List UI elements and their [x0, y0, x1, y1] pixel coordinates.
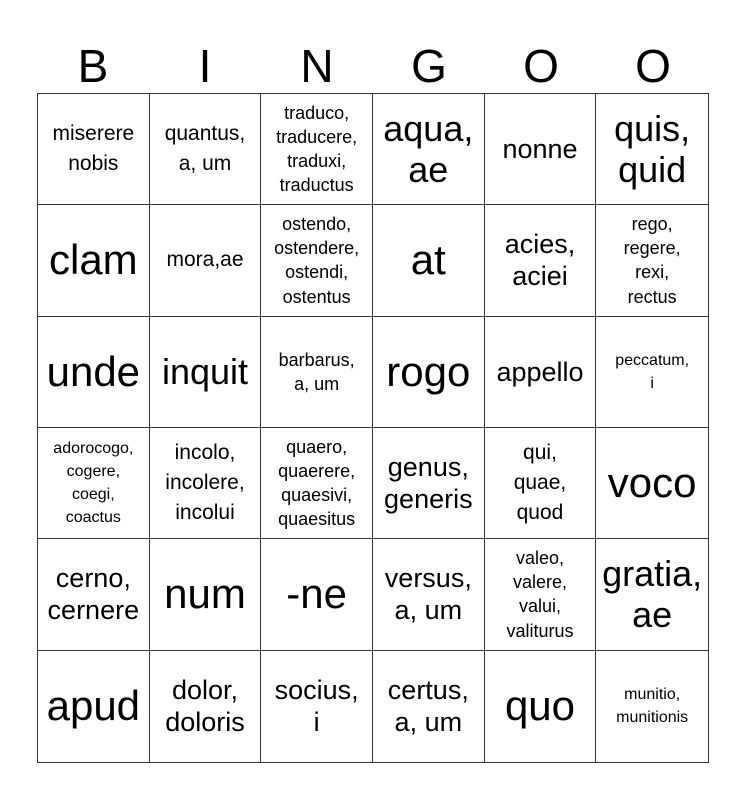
- cell-text: rogo: [386, 347, 471, 395]
- cell-text: clam: [48, 236, 138, 284]
- cell-text: valeo, valere, valui, valiturus: [506, 547, 574, 641]
- bingo-cell: [485, 539, 597, 650]
- bingo-cell: [261, 428, 373, 539]
- bingo-cell: [261, 94, 373, 205]
- bingo-cell: [150, 428, 262, 539]
- bingo-cell: [596, 317, 708, 428]
- cell-text: quis, quid: [614, 107, 691, 191]
- cell-text: ostendo, ostendere, ostendi, ostentus: [274, 213, 360, 307]
- cell-text: quo: [504, 682, 576, 730]
- header-letter: N: [300, 39, 334, 92]
- cell-text: nonne: [502, 133, 578, 164]
- cell-text: versus, a, um: [384, 563, 472, 626]
- cell-text: appello: [496, 356, 584, 387]
- bingo-cell: [38, 539, 150, 650]
- bingo-cell: [373, 539, 485, 650]
- bingo-cell: [485, 317, 597, 428]
- bingo-cell: [261, 317, 373, 428]
- cell-text: peccatum, i: [615, 351, 690, 392]
- bingo-cell: [38, 651, 150, 762]
- bingo-cell: [596, 94, 708, 205]
- bingo-cell: [150, 539, 262, 650]
- cell-text: adorocogo, cogere, coegi, coactus: [53, 439, 134, 527]
- cell-text: inquit: [161, 351, 249, 393]
- bingo-cell: [373, 428, 485, 539]
- bingo-cell: [38, 317, 150, 428]
- cell-text: rego, regere, rexi, rectus: [623, 213, 681, 307]
- bingo-cell: [261, 539, 373, 650]
- cell-text: quaero, quaerere, quaesivi, quaesitus: [278, 436, 356, 530]
- bingo-cell: [596, 205, 708, 316]
- bingo-cell: [261, 205, 373, 316]
- cell-text: unde: [46, 347, 141, 395]
- header-letter: I: [198, 39, 212, 92]
- cell-text: qui, quae, quod: [513, 440, 567, 525]
- cell-text: aqua, ae: [383, 107, 474, 191]
- header-letter: O: [523, 39, 559, 92]
- bingo-cell: [150, 317, 262, 428]
- bingo-cell: [596, 539, 708, 650]
- bingo-cell: [596, 428, 708, 539]
- cell-text: voco: [607, 459, 697, 507]
- bingo-cell: [373, 317, 485, 428]
- cell-text: incolo, incolere, incolui: [165, 440, 245, 525]
- bingo-cell: [485, 651, 597, 762]
- bingo-cell: [485, 205, 597, 316]
- bingo-board: [37, 93, 709, 763]
- cell-text: munitio, munitionis: [616, 686, 689, 727]
- cell-text: apud: [46, 682, 141, 730]
- cell-text: dolor, doloris: [165, 674, 245, 738]
- cell-text: barbarus, a, um: [278, 349, 355, 394]
- cell-text: -ne: [286, 570, 347, 618]
- bingo-cell: [485, 428, 597, 539]
- cell-text: socius, i: [274, 674, 359, 738]
- bingo-cell: [373, 205, 485, 316]
- cell-text: num: [164, 570, 246, 618]
- cell-text: quantus, a, um: [164, 121, 246, 176]
- header-letter: B: [77, 39, 109, 92]
- bingo-cell: [373, 651, 485, 762]
- cell-text: gratia, ae: [602, 553, 703, 636]
- bingo-header: [37, 38, 709, 93]
- bingo-cell: [150, 94, 262, 205]
- header-letter: G: [411, 39, 447, 92]
- cell-text: acies, aciei: [504, 229, 576, 292]
- bingo-cell: [596, 651, 708, 762]
- cell-text: cerno, cernere: [47, 563, 140, 626]
- cell-text: certus, a, um: [387, 674, 469, 738]
- cell-text: miserere nobis: [52, 121, 135, 176]
- cell-text: traduco, traducere, traduxi, traductus: [276, 102, 358, 196]
- bingo-cell: [38, 205, 150, 316]
- cell-text: mora,ae: [166, 248, 244, 272]
- bingo-cell: [373, 94, 485, 205]
- cell-text: genus, generis: [384, 451, 473, 515]
- cell-text: at: [410, 236, 446, 284]
- bingo-cell: [38, 428, 150, 539]
- bingo-cell: [38, 94, 150, 205]
- bingo-cell: [485, 94, 597, 205]
- bingo-cell: [150, 651, 262, 762]
- bingo-cell: [261, 651, 373, 762]
- header-letter: O: [635, 39, 671, 92]
- bingo-cell: [150, 205, 262, 316]
